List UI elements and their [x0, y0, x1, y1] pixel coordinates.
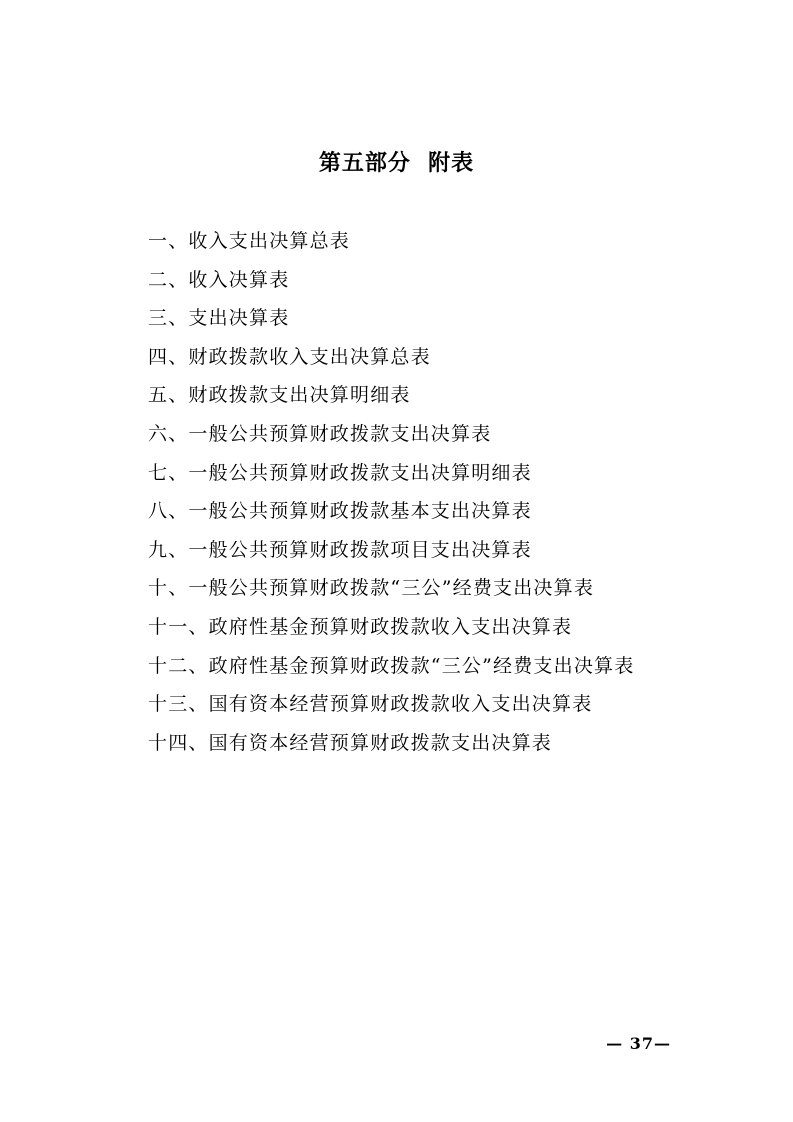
list-item: 十、一般公共预算财政拨款“三公”经费支出决算表	[148, 577, 595, 600]
list-item: 二、收入决算表	[148, 268, 290, 291]
list-item: 十四、国有资本经营预算财政拨款支出决算表	[148, 731, 553, 754]
list-item: 十一、政府性基金预算财政拨款收入支出决算表	[148, 615, 573, 638]
list-item: 一、收入支出决算总表	[148, 230, 351, 252]
page-title: 第五部分 附表	[318, 151, 475, 176]
list-item: 三、支出决算表	[148, 307, 290, 330]
list-item: 五、财政拨款支出决算明细表	[148, 384, 411, 407]
page-number: — 37—	[606, 1034, 671, 1053]
list-item: 九、一般公共预算财政拨款项目支出决算表	[148, 538, 532, 561]
appendix-list	[148, 222, 634, 762]
list-item: 四、财政拨款收入支出决算总表	[148, 345, 431, 368]
list-item: 六、一般公共预算财政拨款支出决算表	[148, 422, 492, 445]
list-item: 十三、国有资本经营预算财政拨款收入支出决算表	[148, 693, 593, 716]
list-item: 八、一般公共预算财政拨款基本支出决算表	[148, 500, 532, 523]
list-item: 十二、政府性基金预算财政拨款“三公”经费支出决算表	[148, 654, 635, 677]
list-item: 七、一般公共预算财政拨款支出决算明细表	[148, 461, 532, 484]
